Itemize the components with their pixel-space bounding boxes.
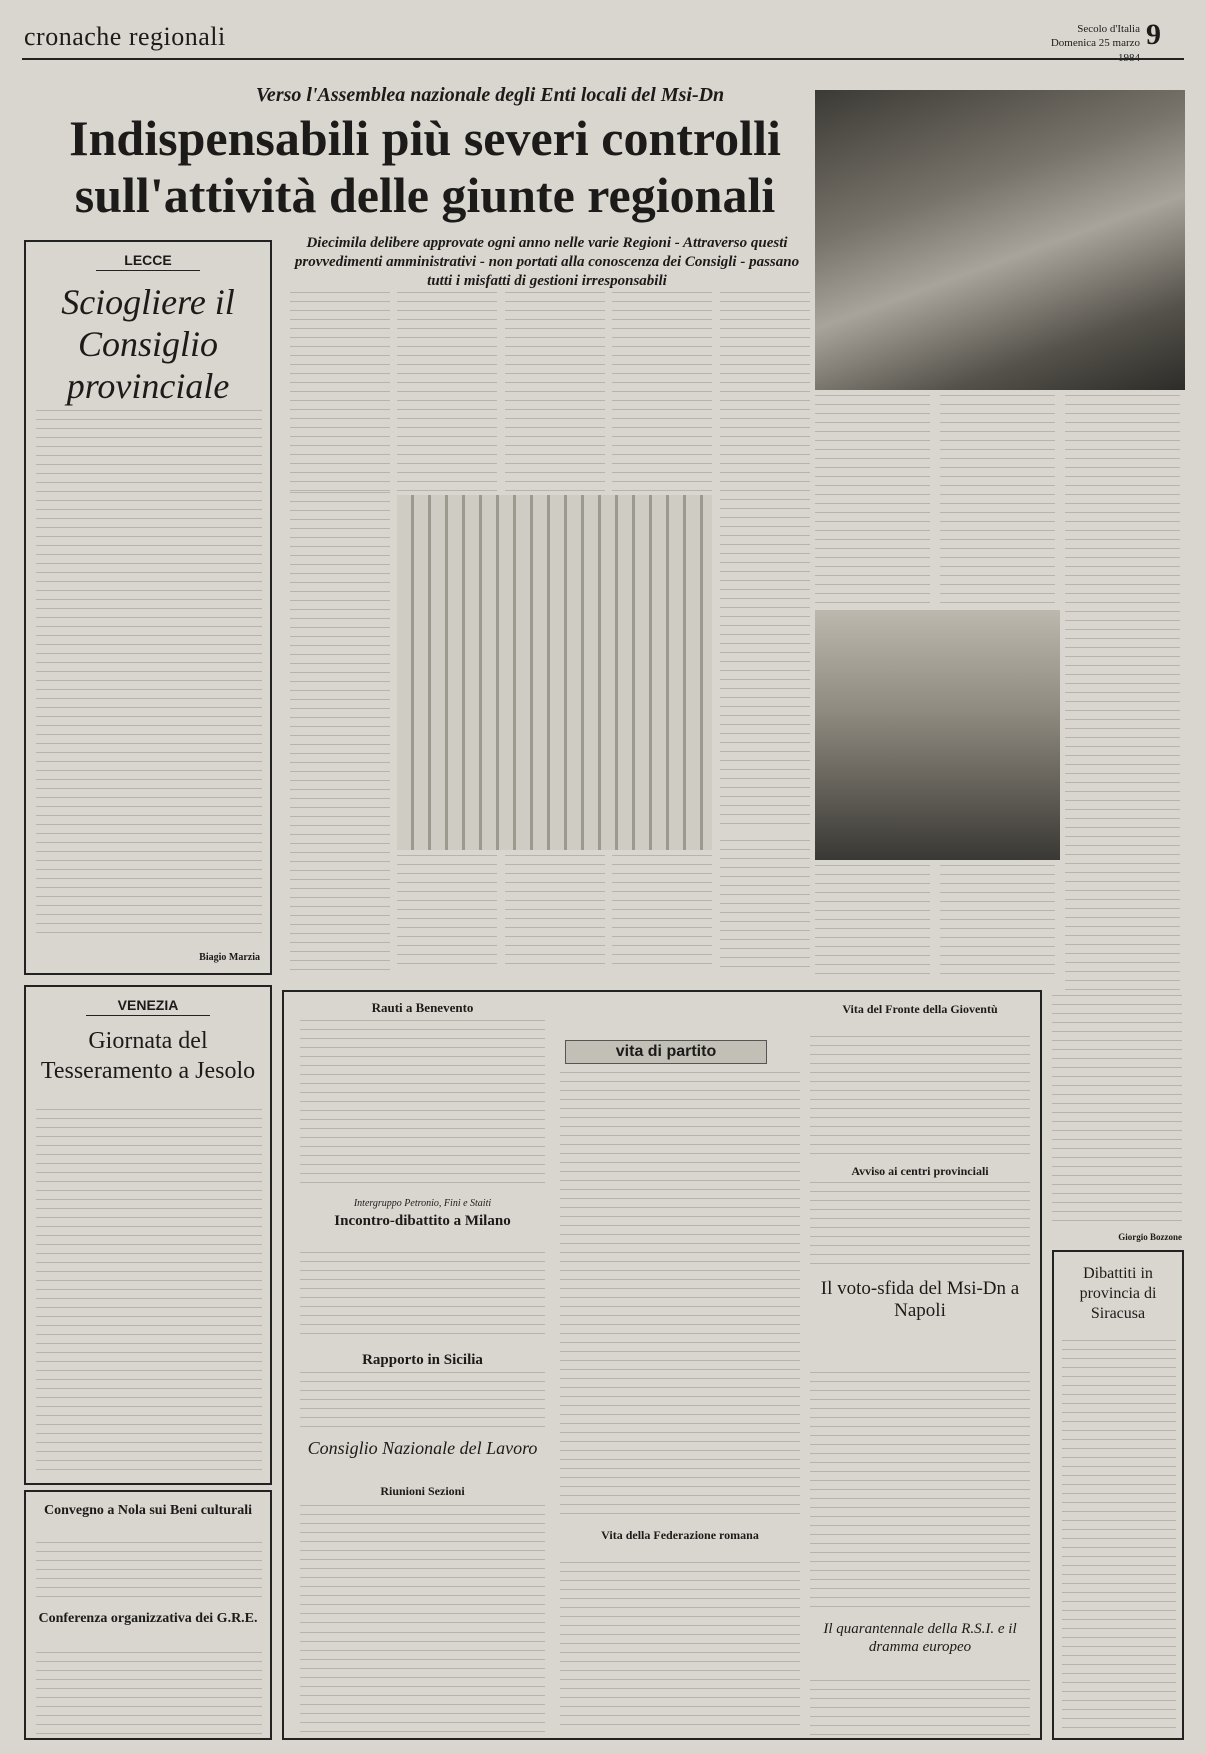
cnl-body-text: [300, 1505, 545, 1625]
lead-kicker: Verso l'Assemblea nazionale degli Enti locali del Msi-Dn: [255, 84, 725, 106]
lead-subhead: Diecimila delibere approvate ogni anno nelle varie Regioni - Attraverso questi provvedimenti amministrativi - non portati alla conoscenza dei Consigli - passano tutti i misfatti di gestioni irresponsabili: [294, 235, 800, 289]
siracusa-title: Dibattiti in provincia di Siracusa: [1079, 1265, 1157, 1322]
right-col2-bottom: [940, 865, 1055, 975]
venezia-title: Giornata del Tesseramento a Jesolo: [40, 1028, 256, 1084]
gre-title: Conferenza organizzativa dei G.R.E.: [38, 1611, 258, 1626]
right-signature: Giorgio Bozzone: [1118, 1232, 1182, 1242]
siracusa-box: [1052, 1250, 1184, 1740]
right-col3: [1065, 395, 1180, 990]
section-name: cronache regionali: [24, 22, 226, 51]
voto-listings: [810, 1372, 1030, 1612]
right-col4-text: [1052, 995, 1182, 1225]
lead-col2-bottom: [397, 855, 497, 972]
palazzo-illustration: [397, 495, 712, 850]
vita-di-partito-banner: vita di partito: [565, 1040, 767, 1064]
federazione-title: Vita della Federazione romana: [601, 1528, 759, 1542]
bottom-left-listings: [300, 1632, 545, 1732]
lead-col1-top: [290, 292, 390, 492]
vita-partito-listings: [560, 1072, 800, 1520]
milano-title: Incontro-dibattito a Milano: [334, 1213, 511, 1229]
avviso-title: Avviso ai centri provinciali: [851, 1164, 989, 1178]
rsi-title: Il quarantennale della R.S.I. e il dramma europeo: [823, 1621, 1017, 1655]
sicilia-body-text: [300, 1372, 545, 1427]
lead-headline: Indispensabili più severi controlli sull'attività delle giunte regionali: [69, 110, 781, 223]
issue-date: Domenica 25 marzo: [1050, 37, 1140, 50]
siracusa-body-text: [1062, 1340, 1176, 1730]
lead-col3-top: [505, 292, 605, 492]
lecce-signature: Biagio Marzia: [199, 952, 260, 963]
lead-col1: [290, 492, 390, 972]
fronte-title: Vita del Fronte della Gioventù: [842, 1002, 998, 1016]
lecce-box: [24, 240, 272, 975]
benevento-title: Rauti a Benevento: [371, 1000, 474, 1015]
right-col1-bottom: [815, 865, 930, 975]
venezia-tag: VENEZIA: [86, 995, 210, 1016]
venezia-body-text: [36, 1109, 262, 1474]
avviso-body-text: [810, 1182, 1030, 1272]
header-rule: [22, 58, 1184, 60]
lecce-title: Sciogliere il Consiglio provinciale: [61, 282, 235, 406]
right-col2-top: [940, 395, 1055, 605]
intergruppo-kicker: Intergruppo Petronio, Fini e Staiti: [353, 1198, 492, 1209]
milano-body-text: [300, 1252, 545, 1342]
gre-body-text: [36, 1652, 262, 1734]
sicilia-title: Rapporto in Sicilia: [362, 1352, 483, 1368]
lead-col4-bottom: [612, 855, 712, 972]
chamber-photo: [815, 90, 1185, 390]
cnl-subtitle: Riunioni Sezioni: [380, 1484, 465, 1498]
lead-col5: [720, 292, 810, 832]
paper-name: Secolo d'Italia: [1077, 23, 1140, 35]
nola-title: Convegno a Nola sui Beni culturali: [43, 1503, 253, 1518]
nola-body-text: [36, 1542, 262, 1597]
lead-col3-bottom: [505, 855, 605, 972]
federazione-listings: [560, 1562, 800, 1732]
benevento-body-text: [300, 1020, 545, 1190]
lead-col4-top: [612, 292, 712, 492]
fronte-body-text: [810, 1036, 1030, 1156]
lead-col5-bottom: [720, 840, 810, 972]
voto-title: Il voto-sfida del Msi-Dn a Napoli: [820, 1278, 1020, 1321]
lead-col2-top: [397, 292, 497, 492]
cnl-title: Consiglio Nazionale del Lavoro: [307, 1438, 538, 1458]
page-number: 9: [1146, 18, 1161, 51]
venezia-box: [24, 985, 272, 1485]
right-col1-top: [815, 395, 930, 605]
lecce-tag: LECCE: [96, 250, 200, 271]
rsi-body-text: [810, 1680, 1030, 1735]
street-photo: [815, 610, 1060, 860]
notices-box: [24, 1490, 272, 1740]
lecce-body-text: [36, 410, 262, 940]
